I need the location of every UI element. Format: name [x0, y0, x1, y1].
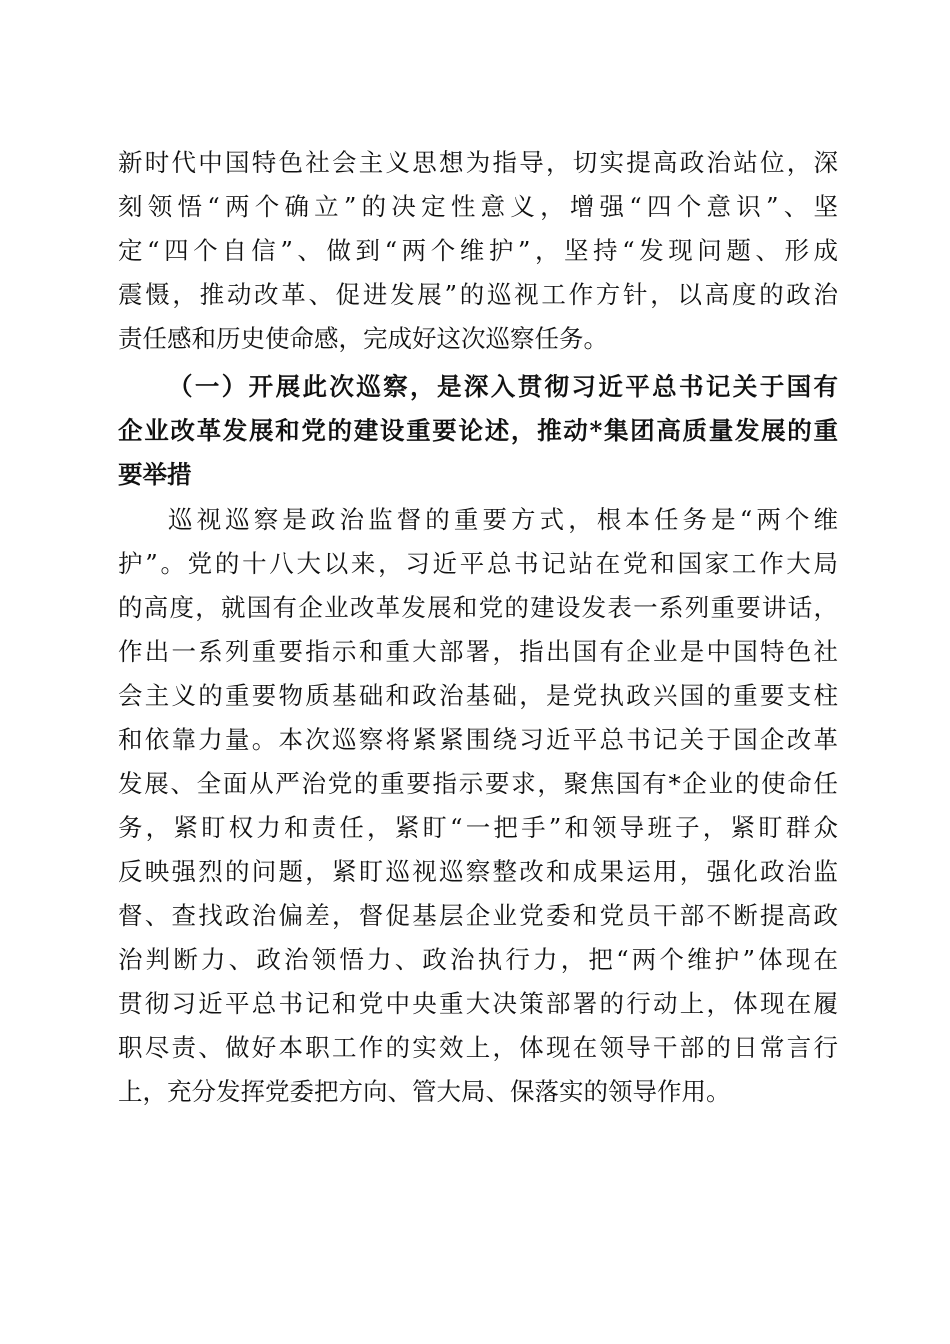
paragraph-line: 新时代中国特色社会主义思想为指导，切实提高政治站位，深 [118, 148, 838, 177]
heading-line: 企业改革发展和党的建设重要论述，推动*集团高质量发展的重 [118, 416, 838, 445]
paragraph-line: 巡视巡察是政治监督的重要方式，根本任务是“两个维 [168, 505, 838, 534]
paragraph-line: 责任感和历史使命感，完成好这次巡察任务。 [118, 324, 608, 353]
paragraph-line: 震慑，推动改革、促进发展”的巡视工作方针，以高度的政治 [118, 280, 838, 309]
paragraph-line: 的高度，就国有企业改革发展和党的建设发表一系列重要讲话， [118, 593, 838, 622]
paragraph-line: 务，紧盯权力和责任，紧盯“一把手”和领导班子，紧盯群众 [118, 813, 838, 842]
paragraph-line: 反映强烈的问题，紧盯巡视巡察整改和成果运用，强化政治监 [118, 857, 838, 886]
paragraph-line: 作出一系列重要指示和重大部署，指出国有企业是中国特色社 [118, 637, 838, 666]
paragraph-line: 定“四个自信”、做到“两个维护”，坚持“发现问题、形成 [118, 236, 838, 265]
paragraph-line: 督、查找政治偏差，督促基层企业党委和党员干部不断提高政 [118, 901, 838, 930]
paragraph-line: 发展、全面从严治党的重要指示要求，聚焦国有*企业的使命任 [118, 769, 838, 798]
paragraph-line: 治判断力、政治领悟力、政治执行力，把“两个维护”体现在 [118, 945, 838, 974]
paragraph-line: 护”。党的十八大以来，习近平总书记站在党和国家工作大局 [118, 549, 838, 578]
paragraph-line: 刻领悟“两个确立”的决定性意义，增强“四个意识”、坚 [118, 192, 838, 221]
heading-line: （一）开展此次巡察，是深入贯彻习近平总书记关于国有 [168, 372, 838, 401]
section-heading-1 [118, 365, 838, 497]
paragraph-line: 贯彻习近平总书记和党中央重大决策部署的行动上，体现在履 [118, 989, 838, 1018]
paragraph-line: 上，充分发挥党委把方向、管大局、保落实的领导作用。 [118, 1077, 731, 1106]
paragraph-line: 职尽责、做好本职工作的实效上，体现在领导干部的日常言行 [118, 1033, 838, 1062]
body-paragraph-1 [118, 141, 838, 361]
paragraph-line: 会主义的重要物质基础和政治基础，是党执政兴国的重要支柱 [118, 681, 838, 710]
paragraph-line: 和依靠力量。本次巡察将紧紧围绕习近平总书记关于国企改革 [118, 725, 838, 754]
heading-line: 要举措 [118, 460, 192, 489]
body-paragraph-2 [118, 498, 838, 1114]
